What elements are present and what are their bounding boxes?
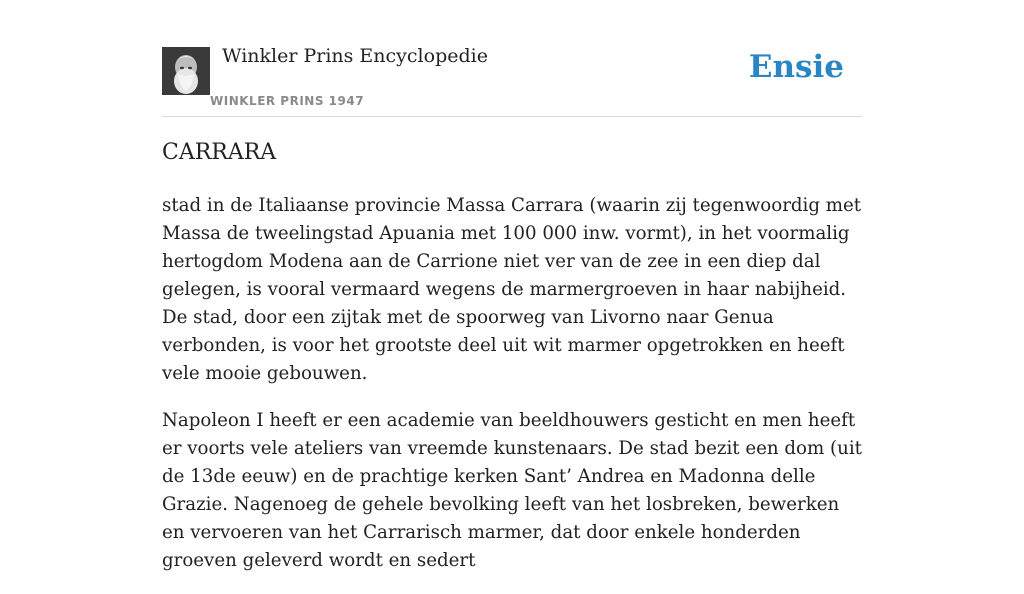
article-paragraph: Napoleon I heeft er een academie van beeldhouwers gesticht en men heeft er voorts vele ateliers van vreemde kunstenaars. De stad bezit een dom (uit de 13de eeuw) en de prachtige kerken Sant’ Andrea en Madonna delle Grazie. Nagenoeg de gehele bevolking leeft van het losbreken, bewerken en vervoeren van het Carrarisch marmer, dat door enkele honderden groeven geleverd wordt en sedert [162, 410, 862, 571]
bearded-man-portrait-icon[interactable] [162, 47, 210, 95]
article-paragraph: stad in de Italiaanse provincie Massa Carrara (waarin zij tegenwoordig met Massa de tweelingstad Apuania met 100 000 inw. vormt), in het voormalig hertogdom Modena aan de Carrione niet ver van de zee in een diep dal gelegen, is vooral vermaard wegens de marmergroeven in haar nabijheid. De stad, door een zijtak met de spoorweg van Livorno naar Genua verbonden, is voor het grootste deel uit wit marmer opgetrokken en heeft vele mooie gebouwen. [162, 195, 862, 384]
book-title[interactable]: Winkler Prins Encyclopedie [222, 45, 488, 67]
article-body [162, 192, 862, 594]
ensie-logo-link[interactable]: Ensie [748, 49, 844, 85]
edition-label: WINKLER PRINS 1947 [210, 94, 365, 108]
header [162, 40, 862, 117]
entry-title: CARRARA [162, 140, 277, 165]
